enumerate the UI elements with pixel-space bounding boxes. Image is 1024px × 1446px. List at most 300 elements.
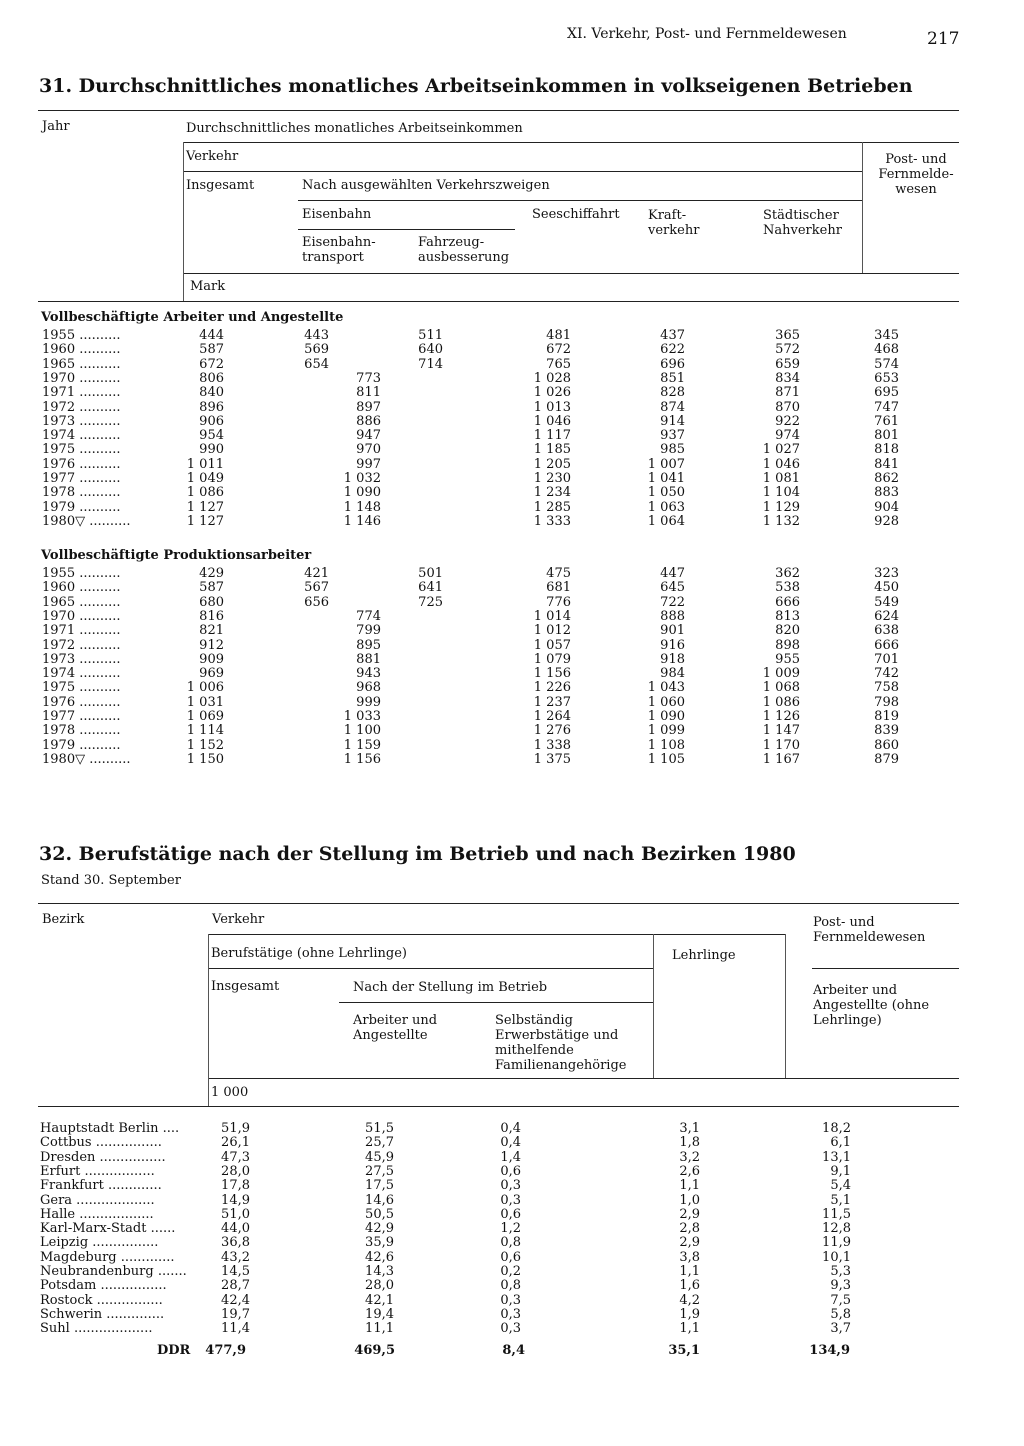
leader-dots: ................ bbox=[96, 1278, 167, 1294]
rule bbox=[785, 934, 786, 1078]
cell-arb: 27,5 bbox=[365, 1163, 394, 1179]
rule bbox=[812, 968, 959, 969]
cell-post: 3,7 bbox=[830, 1321, 851, 1337]
total-cell-ges: 477,9 bbox=[205, 1343, 246, 1358]
cell-post: 879 bbox=[874, 751, 899, 767]
cell-nah: 362 bbox=[775, 566, 800, 581]
cell-post: 818 bbox=[874, 442, 899, 458]
table-row bbox=[0, 1321, 1024, 1336]
cell-ges: 1 069 bbox=[186, 709, 224, 724]
cell-lehr: 3,2 bbox=[679, 1149, 700, 1165]
table-row bbox=[0, 595, 1024, 610]
cell-nah: 1 027 bbox=[762, 442, 800, 458]
cell-ges: 1 152 bbox=[186, 737, 224, 753]
cell-ges: 444 bbox=[199, 328, 224, 343]
cell-see: 1 013 bbox=[533, 399, 571, 415]
table-row bbox=[0, 738, 1024, 753]
cell-nah: 1 126 bbox=[762, 709, 800, 724]
unit-1000: 1 000 bbox=[211, 1085, 249, 1100]
table-row bbox=[0, 1307, 1024, 1322]
cell-kraft: 828 bbox=[660, 385, 685, 401]
cell-selbst: 0,4 bbox=[500, 1121, 521, 1136]
cell-eb: 970 bbox=[356, 442, 381, 458]
table-row bbox=[0, 1121, 1024, 1136]
cell-kraft: 985 bbox=[660, 442, 685, 458]
year-label bbox=[42, 442, 121, 457]
cell-ges: 26,1 bbox=[221, 1135, 250, 1151]
cell-selbst: 0,3 bbox=[500, 1178, 521, 1194]
bezirk-name: Neubrandenburg bbox=[40, 1264, 154, 1279]
bezirk-name: Rostock bbox=[40, 1292, 93, 1308]
cell-post: 653 bbox=[874, 370, 899, 386]
leader-dots: .......... bbox=[75, 608, 121, 624]
cell-see: 1 237 bbox=[533, 694, 571, 710]
cell-eb: 773 bbox=[356, 370, 381, 386]
table-row bbox=[0, 752, 1024, 767]
cell-see: 1 028 bbox=[533, 370, 571, 386]
leader-dots: .......... bbox=[75, 666, 121, 682]
cell-ges: 17,8 bbox=[221, 1178, 250, 1194]
cell-lehr: 2,8 bbox=[679, 1221, 700, 1237]
rule bbox=[653, 934, 654, 1078]
year-label bbox=[42, 428, 121, 443]
section-label: Vollbeschäftigte Arbeiter und Angestellte bbox=[41, 310, 344, 325]
cell-nah: 898 bbox=[775, 637, 800, 653]
year-value: 1973 bbox=[42, 651, 76, 667]
cell-arb: 28,0 bbox=[365, 1278, 394, 1294]
cell-selbst: 0,3 bbox=[500, 1192, 521, 1208]
cell-ges: 1 049 bbox=[186, 471, 224, 486]
cell-post: 11,5 bbox=[822, 1206, 851, 1222]
cell-kraft: 1 105 bbox=[647, 751, 685, 767]
cell-nah: 955 bbox=[775, 651, 800, 667]
table-row bbox=[0, 400, 1024, 415]
cell-lehr: 1,9 bbox=[679, 1306, 700, 1322]
cell-arb: 35,9 bbox=[365, 1235, 394, 1251]
cell-post: 5,1 bbox=[830, 1192, 851, 1208]
cell-kraft: 1 041 bbox=[647, 471, 685, 486]
cell-post: 9,1 bbox=[830, 1163, 851, 1179]
table-row bbox=[0, 580, 1024, 595]
bezirk-name: Magdeburg bbox=[40, 1249, 117, 1265]
cell-nah: 871 bbox=[775, 385, 800, 401]
bezirk-name: Erfurt bbox=[40, 1163, 81, 1179]
rule bbox=[38, 1106, 959, 1107]
leader-dots: ................ bbox=[88, 1235, 159, 1251]
cell-see: 765 bbox=[546, 356, 571, 372]
cell-eb: 897 bbox=[356, 399, 381, 415]
cell-kraft: 622 bbox=[660, 342, 685, 358]
col-insgesamt-header: Insgesamt bbox=[211, 979, 280, 994]
cell-arb: 45,9 bbox=[365, 1149, 394, 1165]
bezirk-label bbox=[40, 1164, 155, 1179]
cell-nah: 1 104 bbox=[762, 485, 800, 501]
cell-eb: 997 bbox=[356, 456, 381, 472]
bezirk-label bbox=[40, 1221, 175, 1236]
cell-post: 747 bbox=[874, 399, 899, 415]
cell-fz: 714 bbox=[418, 356, 443, 372]
cell-ges: 42,4 bbox=[221, 1292, 250, 1308]
year-value: 1976 bbox=[42, 694, 76, 710]
cell-ges: 14,9 bbox=[221, 1192, 250, 1208]
cell-ges: 680 bbox=[199, 594, 224, 610]
cell-ebt: 569 bbox=[304, 342, 329, 358]
leader-dots: .......... bbox=[75, 356, 121, 372]
year-label bbox=[42, 680, 121, 695]
col-post-header: Post- und Fernmeldewesen bbox=[813, 915, 926, 945]
cell-kraft: 645 bbox=[660, 580, 685, 596]
year-label bbox=[42, 457, 121, 472]
cell-ges: 840 bbox=[199, 385, 224, 401]
cell-post: 5,8 bbox=[830, 1306, 851, 1322]
cell-selbst: 0,6 bbox=[500, 1206, 521, 1222]
cell-ges: 906 bbox=[199, 413, 224, 429]
cell-eb: 1 033 bbox=[343, 709, 381, 724]
cell-see: 1 012 bbox=[533, 623, 571, 639]
table-row bbox=[0, 371, 1024, 386]
cell-ges: 14,5 bbox=[221, 1264, 250, 1279]
cell-post: 761 bbox=[874, 413, 899, 429]
year-label bbox=[42, 638, 121, 653]
cell-post: 883 bbox=[874, 485, 899, 501]
cell-see: 776 bbox=[546, 594, 571, 610]
cell-see: 1 338 bbox=[533, 737, 571, 753]
rule bbox=[183, 273, 959, 274]
cell-see: 1 264 bbox=[533, 709, 571, 724]
cell-lehr: 1,1 bbox=[679, 1264, 700, 1279]
cell-see: 1 117 bbox=[533, 428, 571, 444]
leader-dots: .......... bbox=[75, 428, 121, 444]
rule bbox=[208, 1078, 959, 1079]
leader-dots: .......... bbox=[75, 637, 121, 653]
cell-ges: 51,0 bbox=[221, 1206, 250, 1222]
year-label bbox=[42, 566, 121, 581]
leader-dots: ................ bbox=[92, 1292, 163, 1308]
cell-selbst: 0,8 bbox=[500, 1235, 521, 1251]
cell-eb: 968 bbox=[356, 680, 381, 696]
total-row bbox=[0, 1343, 1024, 1358]
year-value: 1980▽ bbox=[42, 513, 86, 529]
bezirk-label bbox=[40, 1293, 163, 1308]
cell-ebt: 443 bbox=[304, 328, 329, 343]
cell-fz: 640 bbox=[418, 342, 443, 358]
table-row bbox=[0, 638, 1024, 653]
cell-kraft: 1 060 bbox=[647, 694, 685, 710]
rule bbox=[298, 229, 515, 230]
cell-ges: 954 bbox=[199, 428, 224, 444]
leader-dots: ...... bbox=[146, 1221, 176, 1237]
year-value: 1975 bbox=[42, 442, 76, 458]
cell-eb: 999 bbox=[356, 694, 381, 710]
leader-dots: .......... bbox=[75, 651, 121, 667]
cell-see: 1 234 bbox=[533, 485, 571, 501]
cell-ges: 36,8 bbox=[221, 1235, 250, 1251]
rule bbox=[183, 142, 184, 301]
cell-arb: 19,4 bbox=[365, 1306, 394, 1322]
col-eisenbahn-header: Eisenbahn bbox=[302, 207, 372, 222]
table-row bbox=[0, 709, 1024, 724]
cell-see: 1 375 bbox=[533, 751, 571, 767]
leader-dots: .......... bbox=[75, 694, 121, 710]
table-31-title: 31. Durchschnittliches monatliches Arbeitseinkommen in volkseigenen Betrieben bbox=[39, 75, 913, 97]
table-row bbox=[0, 1207, 1024, 1222]
cell-eb: 1 090 bbox=[343, 485, 381, 501]
leader-dots: .......... bbox=[75, 370, 121, 386]
cell-post: 695 bbox=[874, 385, 899, 401]
cell-ges: 51,9 bbox=[221, 1121, 250, 1136]
cell-kraft: 1 043 bbox=[647, 680, 685, 696]
cell-ges: 1 086 bbox=[186, 485, 224, 501]
page-number: 217 bbox=[927, 29, 960, 49]
cell-see: 1 014 bbox=[533, 608, 571, 624]
rule bbox=[38, 301, 959, 302]
cell-kraft: 696 bbox=[660, 356, 685, 372]
year-label bbox=[42, 471, 121, 486]
running-header: XI. Verkehr, Post- und Fernmeldewesen bbox=[567, 26, 847, 42]
cell-see: 475 bbox=[546, 566, 571, 581]
cell-lehr: 2,9 bbox=[679, 1206, 700, 1222]
table-row bbox=[0, 1193, 1024, 1208]
cell-arb: 11,1 bbox=[365, 1321, 394, 1337]
cell-post: 742 bbox=[874, 666, 899, 682]
cell-kraft: 874 bbox=[660, 399, 685, 415]
rule bbox=[339, 1002, 653, 1003]
cell-kraft: 447 bbox=[660, 566, 685, 581]
leader-dots: .......... bbox=[75, 723, 121, 739]
leader-dots: .......... bbox=[75, 456, 121, 472]
col-eisenbahntransport-header: Eisenbahn-transport bbox=[302, 235, 376, 265]
cell-see: 681 bbox=[546, 580, 571, 596]
bezirk-name: Schwerin bbox=[40, 1306, 103, 1322]
cell-selbst: 1,2 bbox=[500, 1221, 521, 1237]
cell-kraft: 1 050 bbox=[647, 485, 685, 501]
bezirk-label bbox=[40, 1207, 154, 1222]
cell-kraft: 916 bbox=[660, 637, 685, 653]
total-cell-selbst: 8,4 bbox=[502, 1343, 525, 1358]
year-label bbox=[42, 514, 131, 529]
cell-see: 1 333 bbox=[533, 513, 571, 529]
year-label bbox=[42, 709, 121, 724]
bezirk-label bbox=[40, 1307, 164, 1322]
year-label bbox=[42, 595, 121, 610]
cell-post: 5,3 bbox=[830, 1264, 851, 1279]
cell-post: 549 bbox=[874, 594, 899, 610]
cell-see: 1 226 bbox=[533, 680, 571, 696]
cell-fz: 511 bbox=[418, 328, 443, 343]
rule bbox=[183, 142, 959, 143]
cell-selbst: 0,6 bbox=[500, 1249, 521, 1265]
cell-lehr: 1,0 bbox=[679, 1192, 700, 1208]
cell-post: 18,2 bbox=[822, 1121, 851, 1136]
year-label bbox=[42, 400, 121, 415]
cell-eb: 1 156 bbox=[343, 751, 381, 767]
total-cell-arb: 469,5 bbox=[354, 1343, 395, 1358]
year-label bbox=[42, 414, 121, 429]
cell-nah: 1 081 bbox=[762, 471, 800, 486]
col-arbeiter-header: Arbeiter und Angestellte bbox=[353, 1013, 438, 1043]
cell-lehr: 1,6 bbox=[679, 1278, 700, 1294]
cell-ges: 821 bbox=[199, 623, 224, 639]
cell-nah: 1 009 bbox=[762, 666, 800, 682]
bezirk-name: Dresden bbox=[40, 1149, 96, 1165]
cell-lehr: 2,9 bbox=[679, 1235, 700, 1251]
year-value: 1965 bbox=[42, 356, 76, 372]
cell-post: 6,1 bbox=[830, 1135, 851, 1151]
year-label bbox=[42, 357, 121, 372]
col-verkehr-header: Verkehr bbox=[212, 912, 265, 927]
cell-post: 841 bbox=[874, 456, 899, 472]
table-row bbox=[0, 1293, 1024, 1308]
table-row bbox=[0, 500, 1024, 515]
year-value: 1978 bbox=[42, 485, 76, 501]
table-row bbox=[0, 385, 1024, 400]
cell-arb: 14,3 bbox=[365, 1264, 394, 1279]
year-label bbox=[42, 328, 121, 343]
cell-see: 481 bbox=[546, 328, 571, 343]
table-row bbox=[0, 328, 1024, 343]
leader-dots: .......... bbox=[75, 680, 121, 696]
bezirk-label bbox=[40, 1178, 162, 1193]
cell-ges: 28,0 bbox=[221, 1163, 250, 1179]
cell-eb: 799 bbox=[356, 623, 381, 639]
cell-post: 798 bbox=[874, 694, 899, 710]
table-32-title: 32. Berufstätige nach der Stellung im Betrieb und nach Bezirken 1980 bbox=[39, 843, 796, 865]
section-label: Vollbeschäftigte Produktionsarbeiter bbox=[41, 548, 312, 563]
leader-dots: .......... bbox=[75, 385, 121, 401]
leader-dots: .......... bbox=[85, 751, 131, 767]
cell-post: 12,8 bbox=[822, 1221, 851, 1237]
bezirk-label bbox=[40, 1135, 162, 1150]
year-label bbox=[42, 371, 121, 386]
cell-ges: 47,3 bbox=[221, 1149, 250, 1165]
table-row bbox=[0, 1278, 1024, 1293]
leader-dots: .................. bbox=[75, 1206, 154, 1222]
cell-post: 468 bbox=[874, 342, 899, 358]
cell-ges: 896 bbox=[199, 399, 224, 415]
cell-post: 839 bbox=[874, 723, 899, 739]
col-main-header: Durchschnittliches monatliches Arbeitseinkommen bbox=[186, 121, 523, 136]
year-label bbox=[42, 580, 121, 595]
cell-ges: 816 bbox=[199, 608, 224, 624]
cell-kraft: 851 bbox=[660, 370, 685, 386]
cell-ges: 44,0 bbox=[221, 1221, 250, 1237]
cell-eb: 947 bbox=[356, 428, 381, 444]
bezirk-name: Leipzig bbox=[40, 1235, 89, 1251]
year-label bbox=[42, 738, 121, 753]
cell-kraft: 901 bbox=[660, 623, 685, 639]
year-label bbox=[42, 652, 121, 667]
cell-ebt: 656 bbox=[304, 594, 329, 610]
cell-nah: 538 bbox=[775, 580, 800, 596]
cell-nah: 1 132 bbox=[762, 513, 800, 529]
bezirk-name: Suhl bbox=[40, 1321, 70, 1337]
col-post-arbeiter-header: Arbeiter und Angestellte (ohne Lehrlinge) bbox=[813, 983, 930, 1028]
table-32-subtitle: Stand 30. September bbox=[41, 873, 181, 888]
cell-see: 1 230 bbox=[533, 471, 571, 486]
cell-ges: 1 127 bbox=[186, 513, 224, 529]
cell-see: 1 205 bbox=[533, 456, 571, 472]
cell-selbst: 0,6 bbox=[500, 1163, 521, 1179]
col-kraftverkehr-header: Kraft-verkehr bbox=[648, 208, 700, 238]
cell-post: 701 bbox=[874, 651, 899, 667]
table-row bbox=[0, 723, 1024, 738]
cell-eb: 1 100 bbox=[343, 723, 381, 739]
cell-ebt: 654 bbox=[304, 356, 329, 372]
cell-nah: 1 086 bbox=[762, 694, 800, 710]
cell-eb: 774 bbox=[356, 608, 381, 624]
leader-dots: ................... bbox=[69, 1321, 153, 1337]
cell-ges: 969 bbox=[199, 666, 224, 682]
leader-dots: .......... bbox=[75, 594, 121, 610]
cell-kraft: 937 bbox=[660, 428, 685, 444]
cell-ges: 909 bbox=[199, 651, 224, 667]
cell-nah: 1 147 bbox=[762, 723, 800, 739]
year-value: 1979 bbox=[42, 737, 76, 753]
cell-arb: 42,9 bbox=[365, 1221, 394, 1237]
rule bbox=[208, 968, 653, 969]
cell-eb: 886 bbox=[356, 413, 381, 429]
cell-kraft: 1 064 bbox=[647, 513, 685, 529]
cell-ges: 1 006 bbox=[186, 680, 224, 696]
table-row bbox=[0, 514, 1024, 529]
cell-post: 574 bbox=[874, 356, 899, 372]
cell-ges: 1 114 bbox=[186, 723, 224, 739]
cell-post: 624 bbox=[874, 608, 899, 624]
cell-kraft: 437 bbox=[660, 328, 685, 343]
cell-nah: 1 167 bbox=[762, 751, 800, 767]
cell-kraft: 1 090 bbox=[647, 709, 685, 724]
cell-post: 5,4 bbox=[830, 1178, 851, 1194]
leader-dots: ............. bbox=[103, 1178, 162, 1194]
table-row bbox=[0, 623, 1024, 638]
cell-selbst: 0,4 bbox=[500, 1135, 521, 1151]
leader-dots: .......... bbox=[75, 342, 121, 358]
cell-fz: 725 bbox=[418, 594, 443, 610]
cell-eb: 943 bbox=[356, 666, 381, 682]
bezirk-label bbox=[40, 1121, 179, 1136]
cell-ges: 587 bbox=[199, 342, 224, 358]
cell-eb: 1 146 bbox=[343, 513, 381, 529]
cell-ges: 1 011 bbox=[186, 456, 224, 472]
cell-see: 1 276 bbox=[533, 723, 571, 739]
cell-lehr: 2,6 bbox=[679, 1163, 700, 1179]
total-cell-lehr: 35,1 bbox=[668, 1343, 700, 1358]
bezirk-name: Cottbus bbox=[40, 1135, 92, 1151]
cell-eb: 895 bbox=[356, 637, 381, 653]
cell-nah: 1 068 bbox=[762, 680, 800, 696]
year-label bbox=[42, 752, 131, 767]
year-label bbox=[42, 666, 121, 681]
cell-ges: 1 150 bbox=[186, 751, 224, 767]
leader-dots: .......... bbox=[75, 709, 121, 724]
year-label bbox=[42, 723, 121, 738]
cell-kraft: 1 108 bbox=[647, 737, 685, 753]
cell-ebt: 567 bbox=[304, 580, 329, 596]
cell-lehr: 1,8 bbox=[679, 1135, 700, 1151]
table-row bbox=[0, 414, 1024, 429]
cell-kraft: 914 bbox=[660, 413, 685, 429]
table-row bbox=[0, 680, 1024, 695]
cell-lehr: 3,1 bbox=[679, 1121, 700, 1136]
col-selbst-header: Selbständig Erwerbstätige und mithelfende Familienangehörige bbox=[495, 1013, 627, 1073]
table-row bbox=[0, 666, 1024, 681]
cell-post: 758 bbox=[874, 680, 899, 696]
cell-ges: 43,2 bbox=[221, 1249, 250, 1265]
cell-post: 862 bbox=[874, 471, 899, 486]
cell-eb: 1 032 bbox=[343, 471, 381, 486]
cell-kraft: 984 bbox=[660, 666, 685, 682]
cell-ges: 429 bbox=[199, 566, 224, 581]
